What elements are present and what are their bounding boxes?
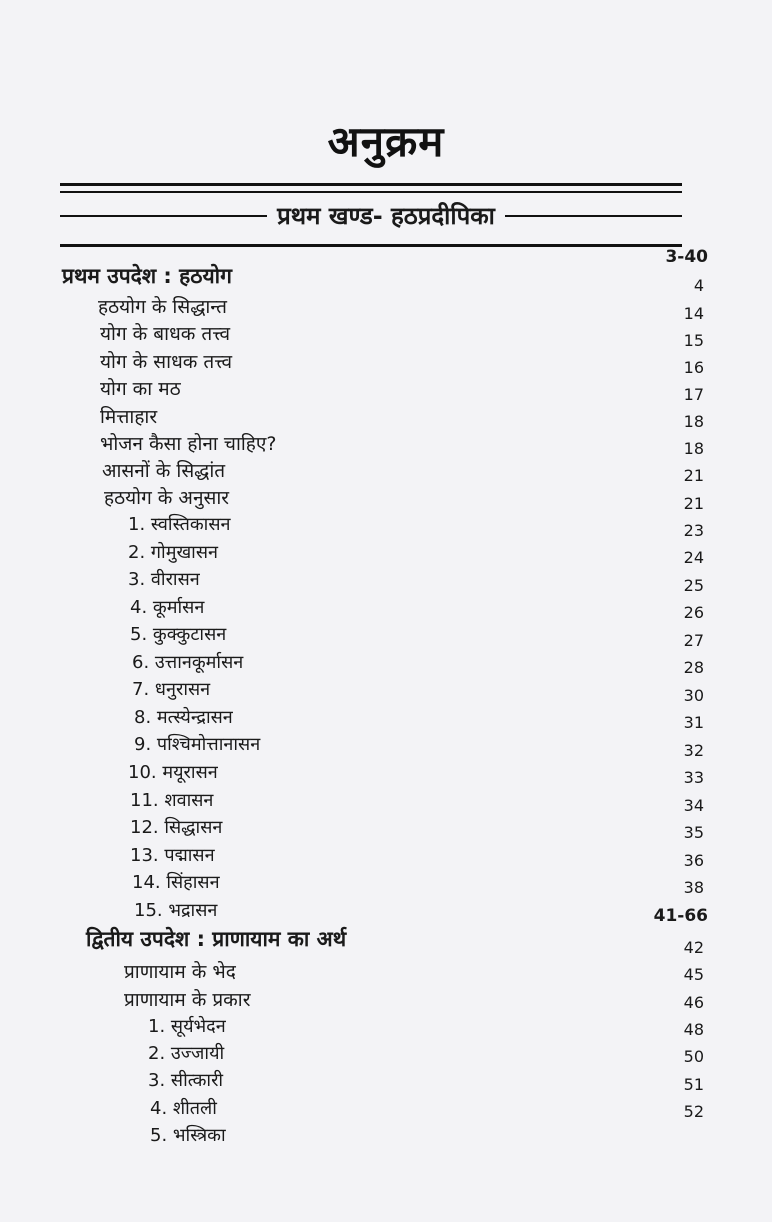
chapter-heading: द्वितीय उपदेश : प्राणायाम का अर्थ xyxy=(86,927,347,951)
page-title: अनुक्रम xyxy=(327,117,445,166)
toc-entry: 4. कूर्मासन xyxy=(130,597,205,618)
title-rule-thin xyxy=(60,191,682,193)
toc-page: 17 xyxy=(683,385,704,404)
toc-entry: 5. भस्त्रिका xyxy=(150,1125,226,1146)
toc-page: 32 xyxy=(683,741,704,760)
toc-entry: हठयोग के अनुसार xyxy=(104,487,230,509)
toc-entry: प्राणायाम के प्रकार xyxy=(124,989,251,1011)
toc-entry: आसनों के सिद्धांत xyxy=(102,460,226,482)
toc-entry: 3. वीरासन xyxy=(128,569,200,590)
toc-page: 18 xyxy=(683,412,704,431)
toc-entry: 3. सीत्कारी xyxy=(148,1070,224,1091)
toc-entry: 5. कुक्कुटासन xyxy=(130,624,227,645)
toc-page: 33 xyxy=(683,768,704,787)
toc-page: 21 xyxy=(683,494,704,513)
chapter-heading: प्रथम उपदेश : हठयोग xyxy=(62,264,232,288)
section-rule-bottom xyxy=(60,244,682,247)
toc-entry: प्राणायाम के भेद xyxy=(124,961,236,983)
toc-page: 15 xyxy=(683,331,704,350)
section-heading-text: प्रथम खण्ड- हठप्रदीपिका xyxy=(267,202,505,230)
toc-entry: 13. पद्मासन xyxy=(130,845,215,866)
toc-page: 38 xyxy=(683,878,704,897)
toc-entry: 14. सिंहासन xyxy=(132,872,220,893)
toc-page: 46 xyxy=(683,993,704,1012)
toc-page: 25 xyxy=(683,576,704,595)
toc-page: 52 xyxy=(683,1102,704,1121)
toc-entry: 2. उज्जायी xyxy=(148,1043,225,1064)
chapter-page-range: 41-66 xyxy=(653,906,708,926)
toc-entry: योग के बाधक तत्त्व xyxy=(100,323,231,345)
toc-page: 50 xyxy=(683,1047,704,1066)
toc-page: 16 xyxy=(683,358,704,377)
toc-entry: योग के साधक तत्त्व xyxy=(100,351,233,373)
toc-entry: 12. सिद्धासन xyxy=(130,817,223,838)
toc-page: 30 xyxy=(683,686,704,705)
toc-entry: 1. स्वस्तिकासन xyxy=(128,514,231,535)
toc-page: 18 xyxy=(683,439,704,458)
toc-entry: 4. शीतली xyxy=(150,1098,217,1119)
toc-entry: 15. भद्रासन xyxy=(134,900,218,921)
toc-entry: 11. शवासन xyxy=(130,790,214,811)
toc-page: 34 xyxy=(683,796,704,815)
toc-entry: हठयोग के सिद्धान्त xyxy=(98,296,227,318)
toc-page: 21 xyxy=(683,466,704,485)
toc-entry: 9. पश्चिमोत्तानासन xyxy=(134,734,261,755)
toc-entry: 7. धनुरासन xyxy=(132,679,211,700)
toc-entry: 10. मयूरासन xyxy=(128,762,218,783)
toc-page: 23 xyxy=(683,521,704,540)
toc-page: 51 xyxy=(683,1075,704,1094)
toc-page: 48 xyxy=(683,1020,704,1039)
section-heading xyxy=(0,202,772,232)
toc-page: 14 xyxy=(683,304,704,323)
toc-page: 24 xyxy=(683,548,704,567)
toc-page: 31 xyxy=(683,713,704,732)
toc-page: 27 xyxy=(683,631,704,650)
toc-page: 36 xyxy=(683,851,704,870)
title-rule-thick xyxy=(60,183,682,186)
toc-page: 42 xyxy=(683,938,704,957)
toc-page: 35 xyxy=(683,823,704,842)
toc-entry: योग का मठ xyxy=(100,378,181,400)
toc-entry: भोजन कैसा होना चाहिए? xyxy=(100,433,277,455)
toc-page: 26 xyxy=(683,603,704,622)
toc-page: 45 xyxy=(683,965,704,984)
toc-entry: 8. मत्स्येन्द्रासन xyxy=(134,707,233,728)
toc-page: 28 xyxy=(683,658,704,677)
chapter-page-range: 3-40 xyxy=(665,247,708,267)
toc-entry: मित्ताहार xyxy=(100,406,158,428)
toc-entry: 2. गोमुखासन xyxy=(128,542,218,563)
toc-page: 4 xyxy=(693,276,704,295)
toc-entry: 1. सूर्यभेदन xyxy=(148,1016,226,1037)
toc-entry: 6. उत्तानकूर्मासन xyxy=(132,652,244,673)
